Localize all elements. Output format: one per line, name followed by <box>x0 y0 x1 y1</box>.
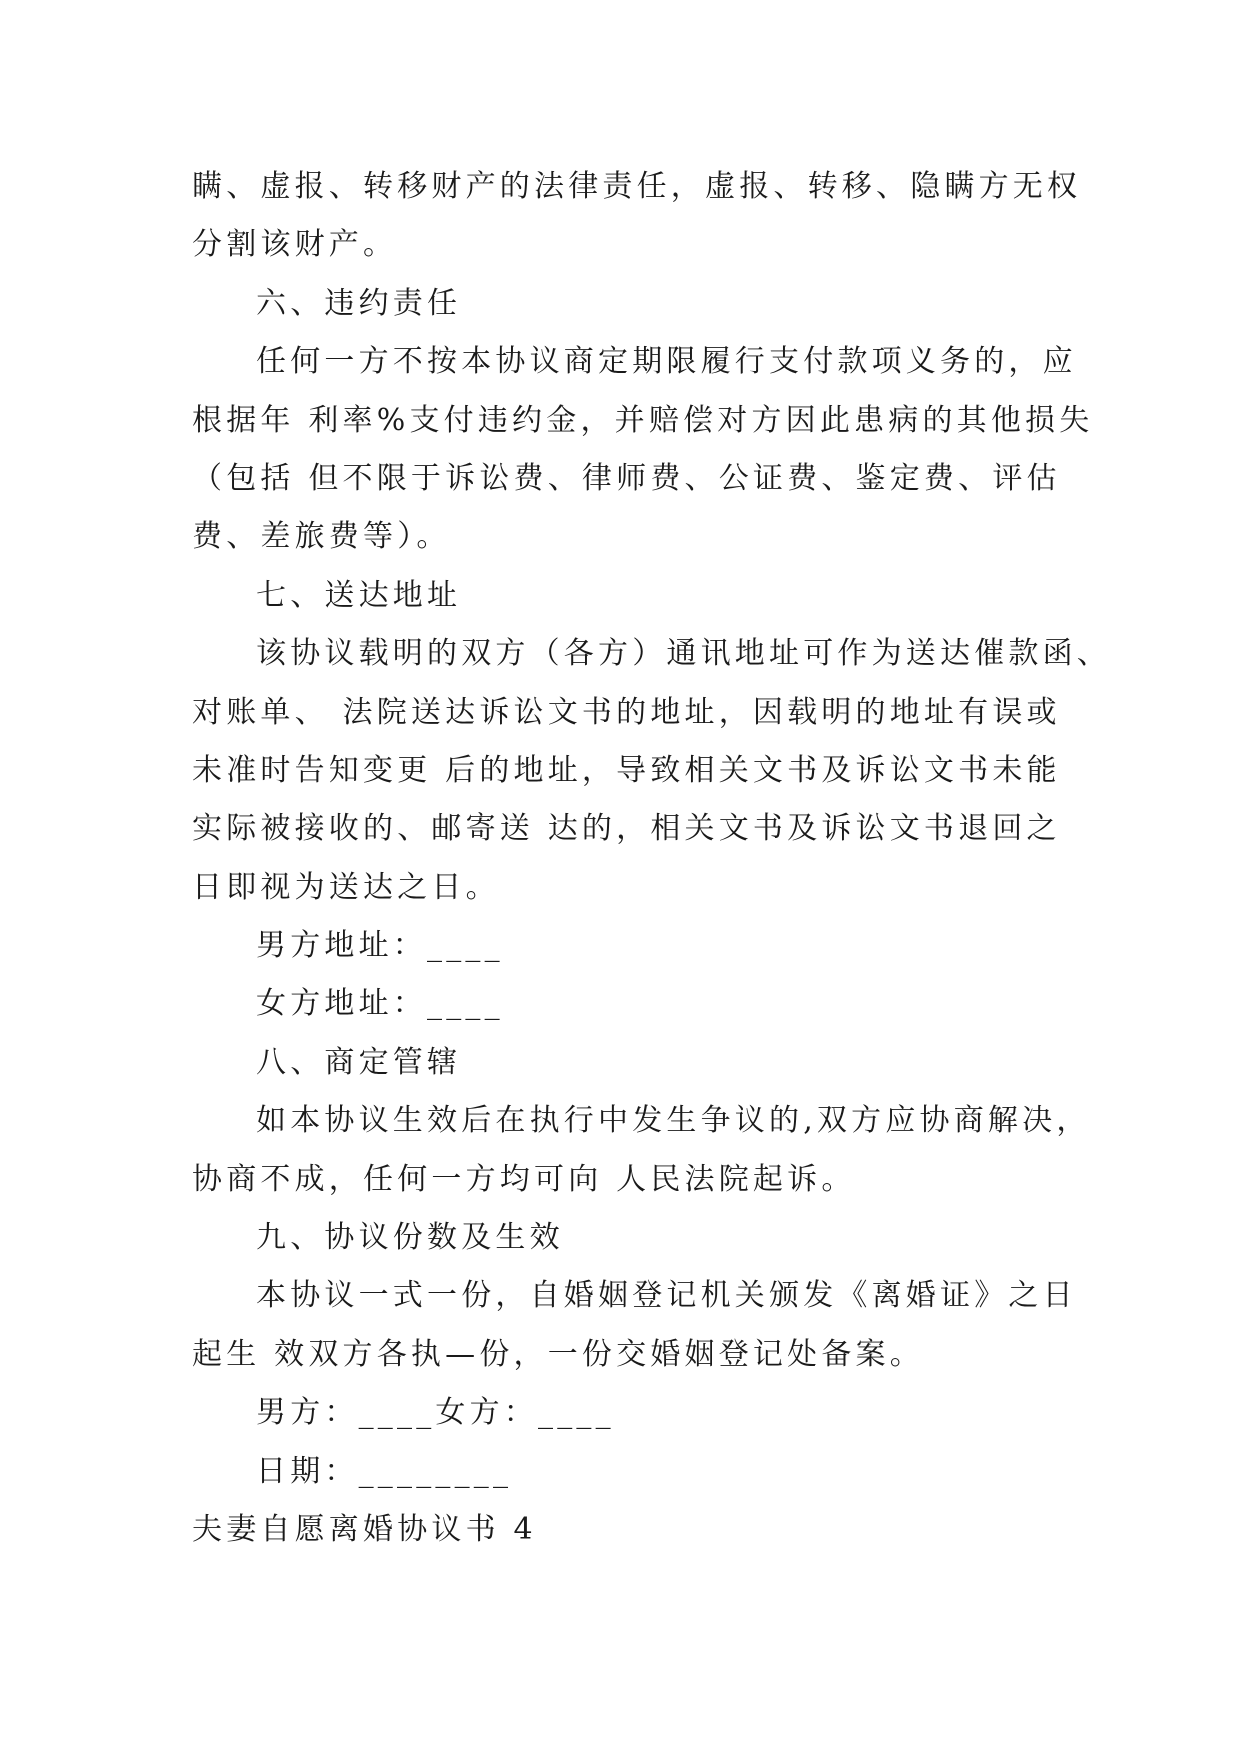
section-heading-breach: 六、违约责任 <box>256 285 462 321</box>
paragraph-line: 实际被接收的、邮寄送 达的，相关文书及诉讼文书退回之 <box>192 811 1061 847</box>
section-heading-jurisdiction: 八、商定管辖 <box>256 1044 462 1080</box>
paragraph-line: 根据年 利率%支付违约金，并赔偿对方因此患病的其他损失 <box>192 402 1094 438</box>
paragraph-line: （包括 但不限于诉讼费、律师费、公证费、鉴定费、评估 <box>192 460 1061 496</box>
paragraph-line: 协商不成，任何一方均可向 人民法院起诉。 <box>192 1161 856 1197</box>
paragraph-line: 对账单、 法院送达诉讼文书的地址，因载明的地址有误或 <box>192 694 1061 730</box>
female-address-field: 女方地址：____ <box>256 986 504 1022</box>
paragraph-line: 费、差旅费等）。 <box>192 519 451 555</box>
paragraph-line: 日即视为送达之日。 <box>192 869 500 905</box>
date-field: 日期：________ <box>256 1453 513 1489</box>
document-body <box>192 158 1111 1559</box>
section-heading-copies: 九、协议份数及生效 <box>256 1220 564 1256</box>
paragraph-line: 本协议一式一份，自婚姻登记机关颁发《离婚证》之日 <box>256 1278 1077 1314</box>
paragraph-line: 瞒、虚报、转移财产的法律责任，虚报、转移、隐瞒方无权 <box>192 169 1082 204</box>
paragraph-line: 未准时告知变更 后的地址，导致相关文书及诉讼文书未能 <box>192 752 1061 788</box>
paragraph-line: 如本协议生效后在执行中发生争议的,双方应协商解决， <box>256 1103 1091 1139</box>
paragraph-line: 分割该财产。 <box>192 227 398 263</box>
male-address-field: 男方地址：____ <box>256 928 504 964</box>
paragraph-line: 起生 效双方各执—份，一份交婚姻登记处备案。 <box>192 1336 924 1372</box>
next-document-title: 夫妻自愿离婚协议书 4 <box>192 1511 537 1547</box>
signature-fields: 男方：____女方：____ <box>256 1395 615 1431</box>
section-heading-address: 七、送达地址 <box>256 577 462 613</box>
paragraph-line: 任何一方不按本协议商定期限履行支付款项义务的，应 <box>256 344 1077 380</box>
paragraph-line: 该协议载明的双方（各方）通讯地址可作为送达催款函、 <box>256 636 1111 672</box>
